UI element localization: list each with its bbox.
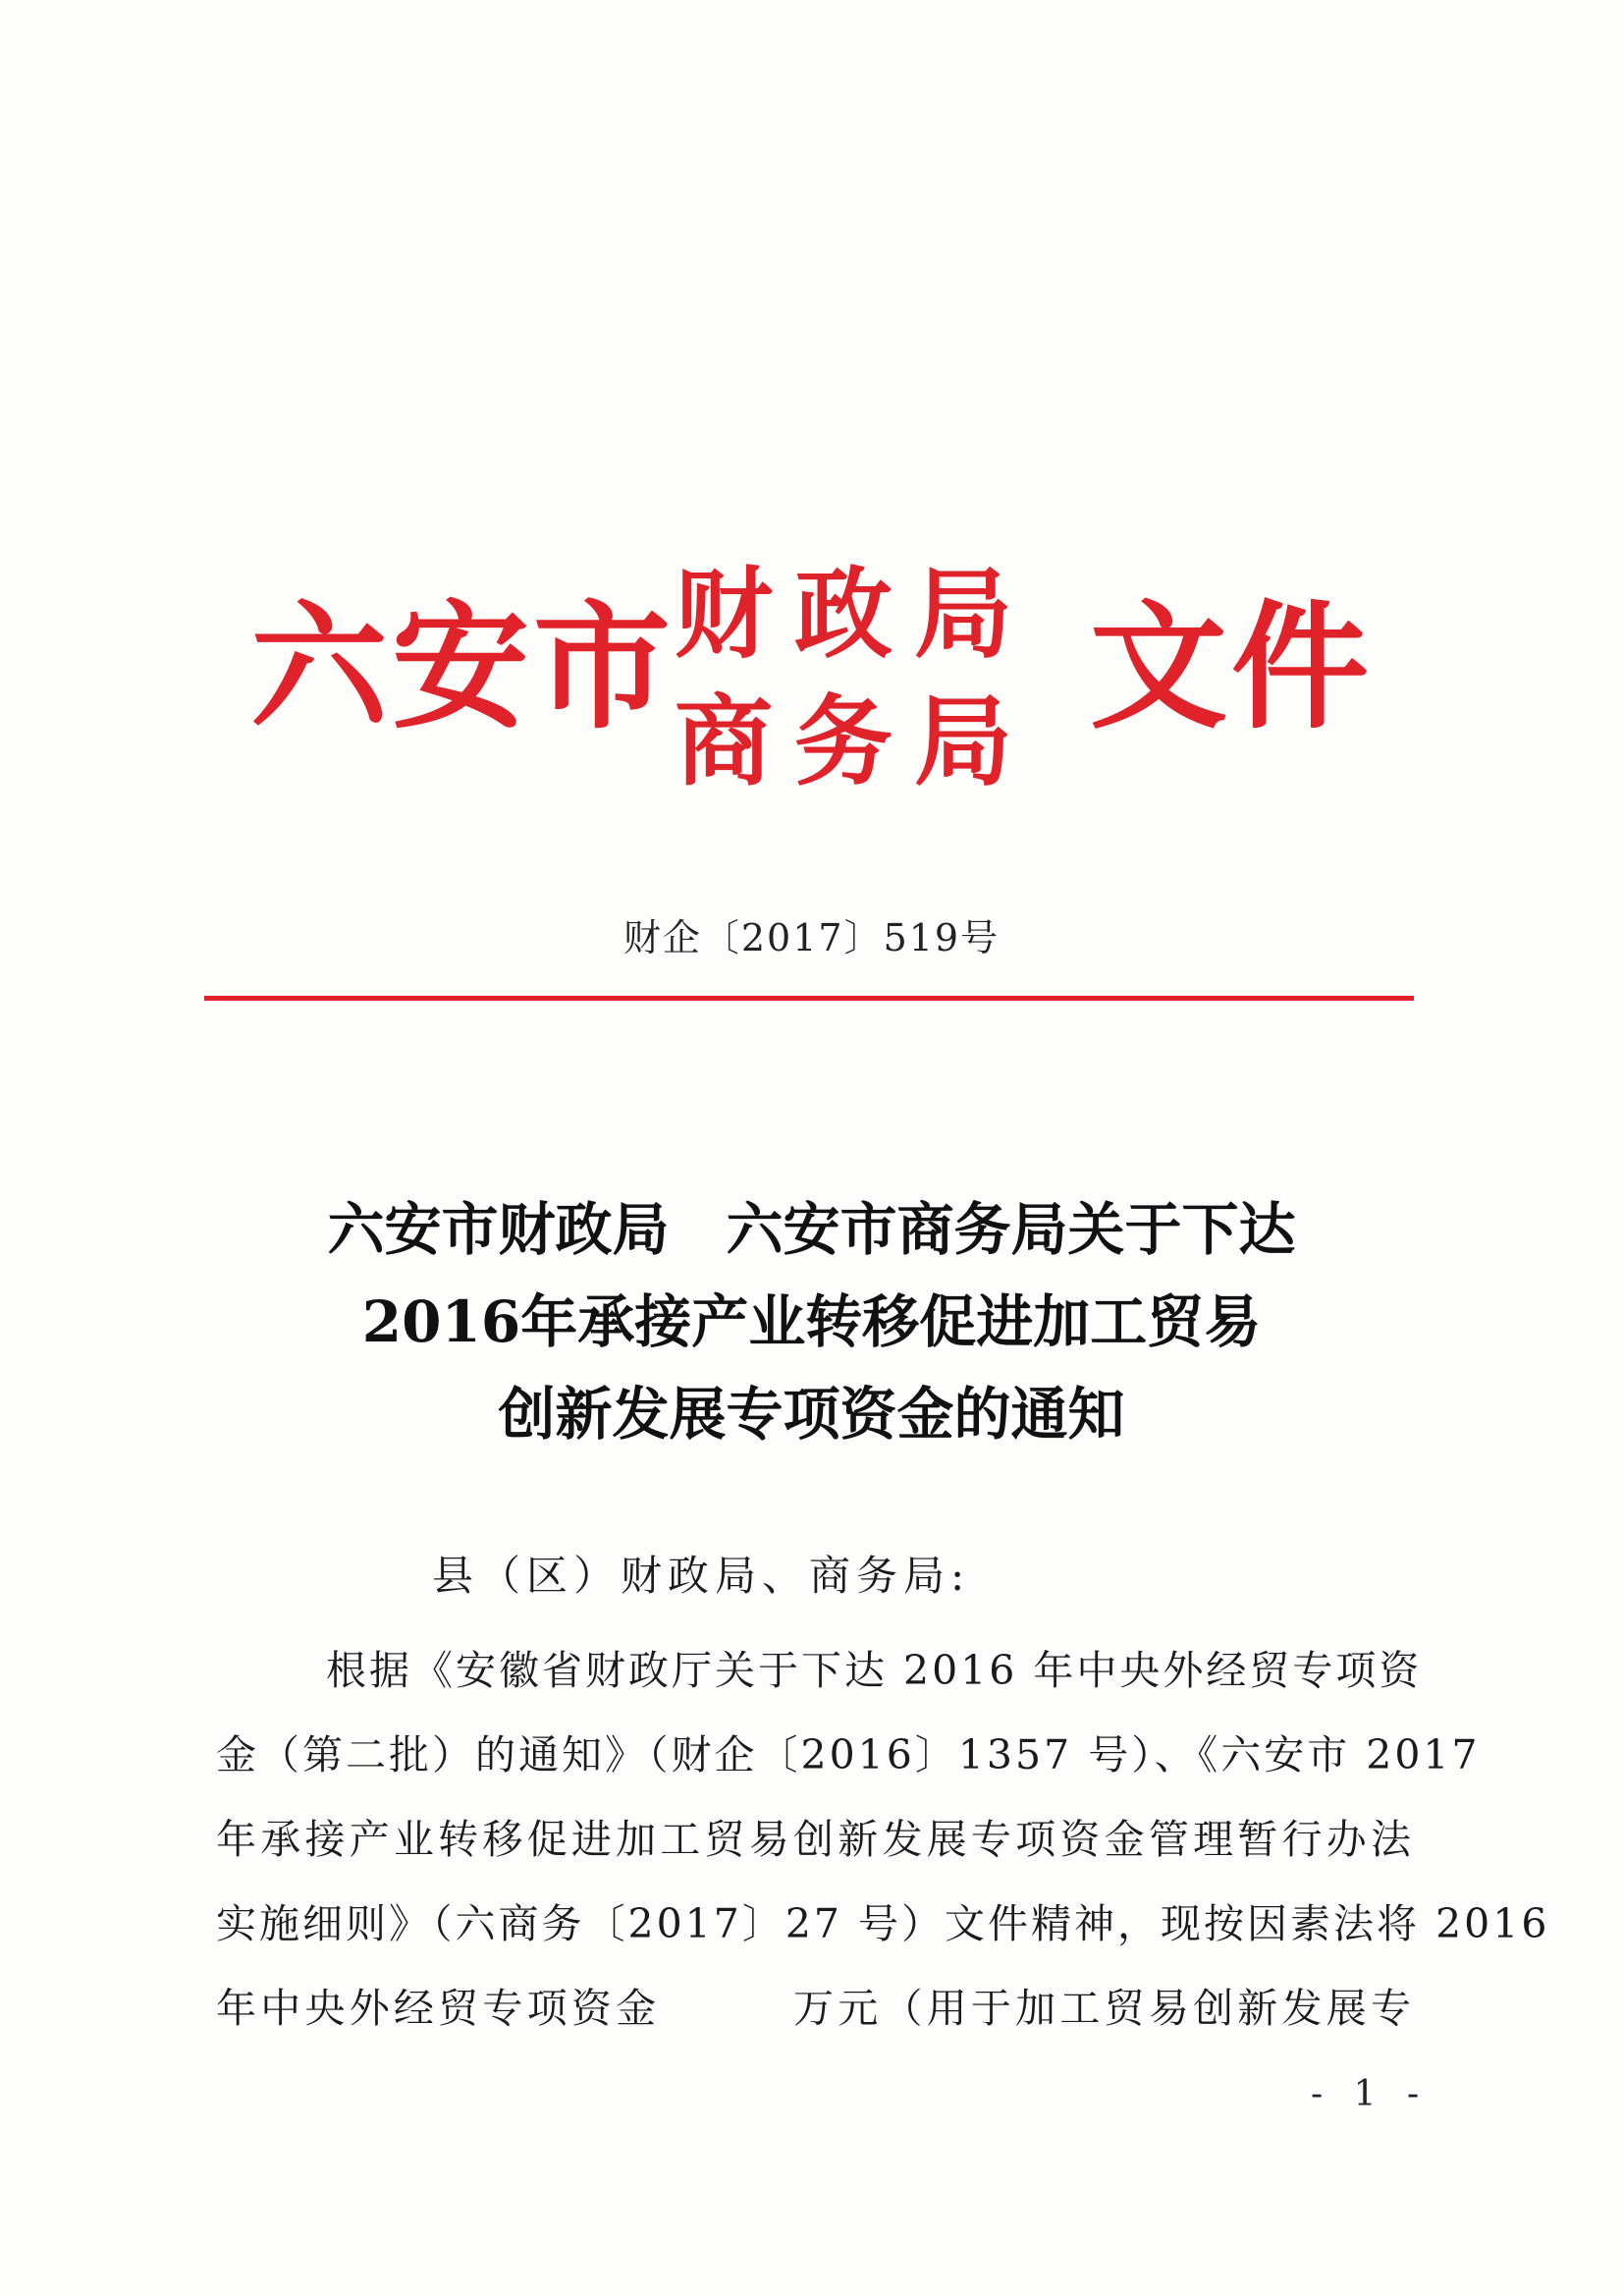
body-line: 年中央外经贸专项资金 万元（用于加工贸易创新发展专 xyxy=(216,1985,1414,2032)
notice-title xyxy=(0,1183,1623,1460)
body-line: 根据《安徽省财政厅关于下达 2016 年中央外经贸专项资 xyxy=(326,1647,1423,1694)
body-text xyxy=(216,1628,1550,2050)
masthead-document: 文件 xyxy=(1090,587,1374,748)
body-line: 实施细则》（六商务〔2017〕27 号）文件精神，现按因素法将 2016 xyxy=(216,1900,1550,1947)
red-masthead xyxy=(250,545,1380,820)
page-number: - 1 - xyxy=(1311,2074,1430,2114)
document-number: 财企〔2017〕519号 xyxy=(622,916,1001,959)
title-line-1: 六安市财政局 六安市商务局关于下达 xyxy=(327,1196,1296,1263)
red-divider-line xyxy=(204,996,1414,1001)
salutation: 县（区）财政局、商务局: xyxy=(432,1552,971,1600)
masthead-dept-commerce: 商务局 xyxy=(675,683,1034,799)
body-line: 金（第二批）的通知》（财企〔2016〕1357 号）、《六安市 2017 xyxy=(216,1731,1481,1778)
masthead-dept-finance: 财政局 xyxy=(675,556,1034,672)
title-line-2: 2016年承接产业转移促进加工贸易 xyxy=(361,1288,1262,1355)
body-line: 年承接产业转移促进加工贸易创新发展专项资金管理暂行办法 xyxy=(216,1816,1414,1863)
masthead-city: 六安市 xyxy=(250,587,676,748)
title-line-3: 创新发展专项资金的通知 xyxy=(498,1381,1125,1448)
